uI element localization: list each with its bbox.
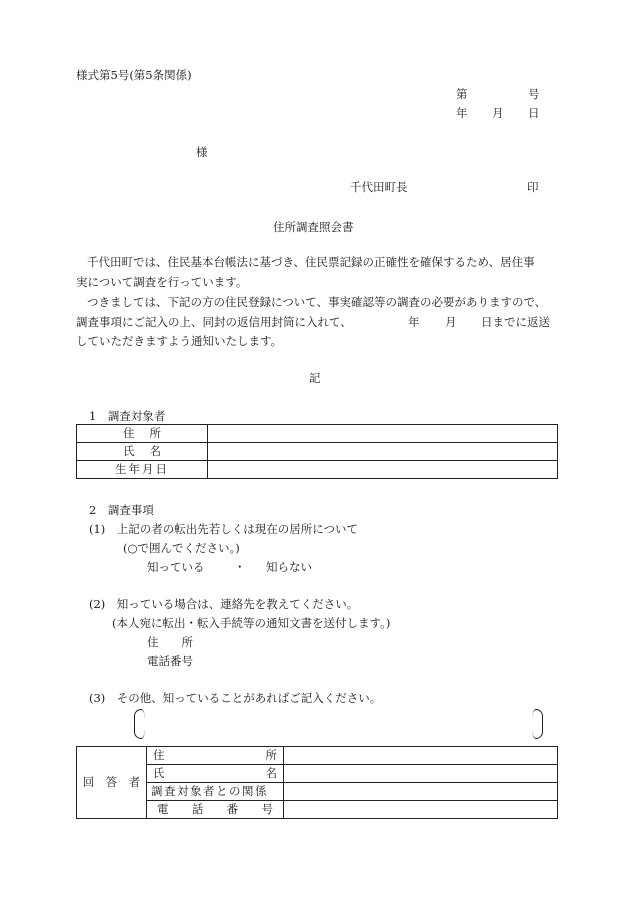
respondent-table <box>76 746 558 819</box>
remarks-input[interactable] <box>146 709 530 737</box>
question-1: (1) 上記の者の転出先若しくは現在の居所について <box>89 522 359 536</box>
respondent-name-label: 氏 名 <box>147 765 284 783</box>
date-day: 日 <box>528 106 540 120</box>
subject-address-value[interactable] <box>208 425 558 443</box>
respondent-relation-label: 調査対象者との関係 <box>147 783 284 801</box>
document-title: 住所調査照会書 <box>273 220 354 234</box>
seal-mark: 印 <box>527 180 539 194</box>
addressee-suffix: 様 <box>196 145 208 159</box>
section2-heading: 2 調査事項 <box>89 503 154 517</box>
subject-row-name <box>77 443 558 461</box>
subject-row-address <box>77 425 558 443</box>
respondent-address-label: 住 所 <box>147 747 284 765</box>
subject-birthdate-value[interactable] <box>208 461 558 479</box>
body-line-3: つきましては、下記の方の住民登録について、事実確認等の調査の必要がありますので、 <box>87 295 547 309</box>
question-1-note: (○で囲んでください。) <box>123 541 240 555</box>
date-month: 月 <box>492 106 504 120</box>
body-line-4: 調査事項にご記入の上、同封の返信用封筒に入れて、 <box>76 315 352 329</box>
subject-table <box>76 424 558 479</box>
body-line-4-month: 月 <box>445 315 457 329</box>
remarks-bracket-right <box>532 709 543 739</box>
doc-number-suffix: 号 <box>528 87 540 101</box>
ki-heading: 記 <box>309 371 321 385</box>
remarks-bracket-left <box>134 709 145 739</box>
section1-heading: 1 調査対象者 <box>89 409 166 423</box>
subject-address-label: 住 所 <box>77 425 208 443</box>
body-line-4-year: 年 <box>408 315 420 329</box>
option-knows[interactable]: 知っている <box>147 560 205 574</box>
body-line-4-day: 日までに返送 <box>481 315 550 329</box>
date-year: 年 <box>456 106 468 120</box>
question-2-address: 住 所 <box>147 635 193 649</box>
question-2: (2) 知っている場合は、連絡先を教えてください。 <box>89 597 359 611</box>
respondent-phone-value[interactable] <box>284 801 558 819</box>
subject-name-label: 氏 名 <box>77 443 208 461</box>
form-number: 様式第5号(第5条関係) <box>76 68 192 82</box>
respondent-row-relation <box>77 783 558 801</box>
question-2-note: (本人宛に転出・転入手続等の通知文書を送付します。) <box>112 616 391 630</box>
sender-name: 千代田町長 <box>350 180 408 194</box>
respondent-row-name <box>77 765 558 783</box>
respondent-name-value[interactable] <box>284 765 558 783</box>
body-line-2: 実について調査を行っています。 <box>76 275 248 289</box>
body-line-5: していただきますよう通知いたします。 <box>76 334 283 348</box>
respondent-address-value[interactable] <box>284 747 558 765</box>
subject-name-value[interactable] <box>208 443 558 461</box>
subject-birthdate-label: 生年月日 <box>77 461 208 479</box>
respondent-phone-label: 電 話 番 号 <box>147 801 284 819</box>
question-2-phone: 電話番号 <box>147 654 193 668</box>
doc-number-prefix: 第 <box>456 87 468 101</box>
respondent-row-address <box>77 747 558 765</box>
option-does-not-know[interactable]: 知らない <box>266 560 312 574</box>
option-separator: ・ <box>234 560 246 574</box>
body-line-1: 千代田町では、住民基本台帳法に基づき、住民票記録の正確性を確保するため、居住事 <box>87 255 535 269</box>
respondent-label: 回 答 者 <box>77 747 147 819</box>
respondent-relation-value[interactable] <box>284 783 558 801</box>
question-3: (3) その他、知っていることがあればご記入ください。 <box>89 691 382 705</box>
subject-row-birthdate <box>77 461 558 479</box>
respondent-row-phone <box>77 801 558 819</box>
